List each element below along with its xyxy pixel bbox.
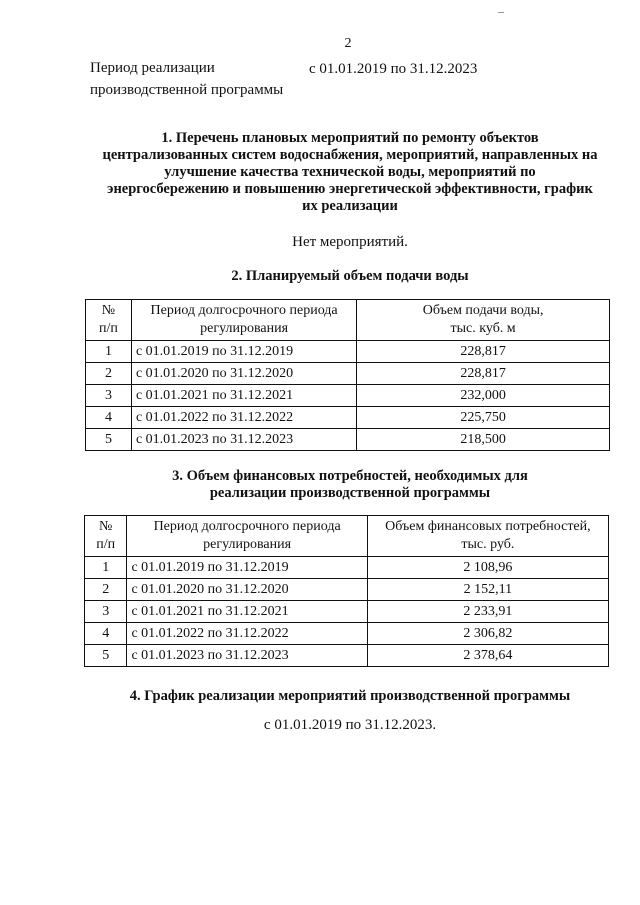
section1-title [60, 130, 640, 215]
header-cell-volume: Объем подачи воды, тыс. куб. м [357, 300, 610, 341]
row-finance: 2 233,91 [367, 601, 608, 623]
row-volume: 232,000 [357, 385, 610, 407]
section3-title [60, 468, 640, 502]
table-row [86, 385, 610, 407]
row-finance: 2 378,64 [367, 645, 608, 667]
table-row [85, 623, 609, 645]
table-header-row [86, 300, 610, 341]
period-label-line: производственной программы [90, 82, 284, 98]
row-period: с 01.01.2021 по 31.12.2021 [131, 385, 356, 407]
section4-title: 4. График реализации мероприятий производственной программы [129, 688, 571, 704]
row-volume: 225,750 [357, 407, 610, 429]
section1-title-line: их реализации [302, 198, 398, 214]
header-cell-period: Период долгосрочного периода регулирования [131, 300, 356, 341]
header-cell-finance: Объем финансовых потребностей, тыс. руб. [367, 516, 608, 557]
row-period: с 01.01.2023 по 31.12.2023 [127, 645, 367, 667]
row-period: с 01.01.2022 по 31.12.2022 [131, 407, 356, 429]
section1-title-line: улучшение качества технической воды, мероприятий по [164, 164, 536, 180]
row-number: 4 [86, 407, 132, 429]
row-period: с 01.01.2019 по 31.12.2019 [127, 557, 367, 579]
water-supply-table [85, 299, 610, 451]
table-row [85, 645, 609, 667]
header-cell-period: Период долгосрочного периода регулирования [127, 516, 367, 557]
no-measures-note: Нет мероприятий. [292, 234, 408, 250]
row-number: 5 [85, 645, 127, 667]
header-cell-number: № п/п [86, 300, 132, 341]
section3-title-line: 3. Объем финансовых потребностей, необходимых для [172, 468, 528, 484]
row-finance: 2 108,96 [367, 557, 608, 579]
table-row [85, 601, 609, 623]
section1-title-line: централизованных систем водоснабжения, мероприятий, направленных на [102, 147, 598, 163]
row-number: 3 [86, 385, 132, 407]
row-number: 5 [86, 429, 132, 451]
row-finance: 2 152,11 [367, 579, 608, 601]
schedule-period: с 01.01.2019 по 31.12.2023. [263, 717, 437, 733]
section2-title: 2. Планируемый объем подачи воды [231, 268, 469, 284]
row-number: 1 [86, 341, 132, 363]
table-row [85, 579, 609, 601]
table-row [86, 407, 610, 429]
scan-mark [498, 12, 504, 13]
section1-title-line: энергосбережению и повышению энергетической эффективности, график [107, 181, 593, 197]
header-cell-number: № п/п [85, 516, 127, 557]
row-number: 3 [85, 601, 127, 623]
table-header-row [85, 516, 609, 557]
row-number: 2 [86, 363, 132, 385]
row-finance: 2 306,82 [367, 623, 608, 645]
row-number: 4 [85, 623, 127, 645]
table-row [86, 429, 610, 451]
period-value: с 01.01.2019 по 31.12.2023 [309, 61, 478, 77]
row-volume: 228,817 [357, 363, 610, 385]
row-period: с 01.01.2019 по 31.12.2019 [131, 341, 356, 363]
row-volume: 228,817 [357, 341, 610, 363]
table-row [86, 341, 610, 363]
page-number: 2 [344, 36, 352, 51]
row-period: с 01.01.2022 по 31.12.2022 [127, 623, 367, 645]
period-label-line: Период реализации [90, 60, 215, 76]
row-volume: 218,500 [357, 429, 610, 451]
section3-title-line: реализации производственной программы [209, 485, 491, 501]
row-period: с 01.01.2023 по 31.12.2023 [131, 429, 356, 451]
period-label [90, 57, 290, 101]
table-row [85, 557, 609, 579]
section1-title-line: 1. Перечень плановых мероприятий по ремонту объектов [161, 130, 539, 146]
row-number: 1 [85, 557, 127, 579]
row-period: с 01.01.2020 по 31.12.2020 [127, 579, 367, 601]
row-period: с 01.01.2020 по 31.12.2020 [131, 363, 356, 385]
table-row [86, 363, 610, 385]
row-period: с 01.01.2021 по 31.12.2021 [127, 601, 367, 623]
row-number: 2 [85, 579, 127, 601]
financial-needs-table [84, 515, 609, 667]
